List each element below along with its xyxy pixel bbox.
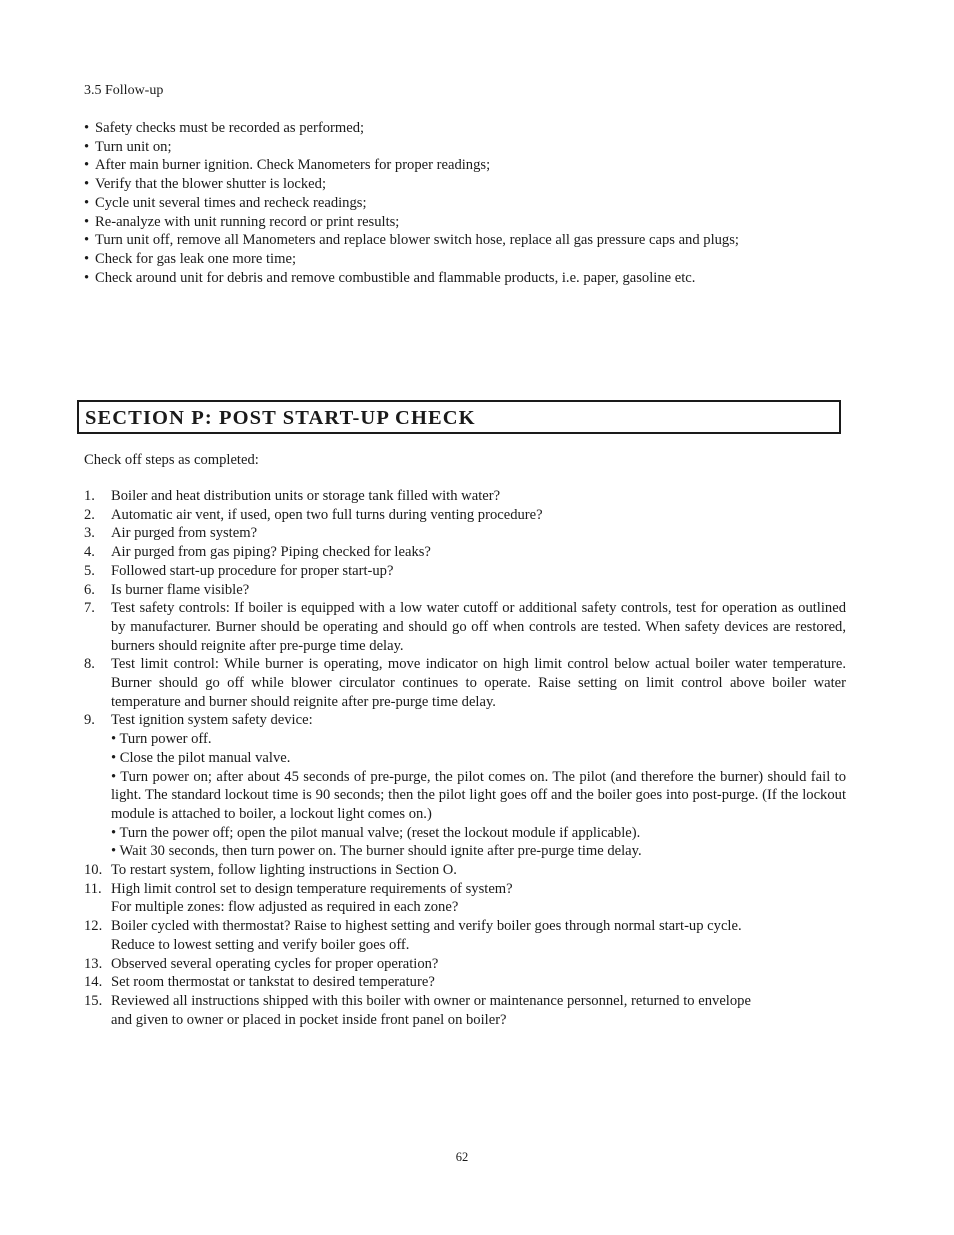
bullet-glyph: • [84,213,90,230]
checklist-step [84,917,846,954]
followup-bullet-text: After main burner ignition. Check Manometers for proper readings; [95,157,491,174]
followup-bullet-item [84,231,844,250]
step-text-line: Set room thermostat or tankstat to desired temperature? [111,974,435,991]
step-body [111,955,846,974]
step-body [111,524,846,543]
step-body [111,599,846,655]
followup-bullet-item [84,250,844,269]
step-text-line: • Wait 30 seconds, then turn power on. The burner should ignite after pre-purge time delay. [111,843,642,860]
followup-bullet-text: Turn unit on; [95,138,172,155]
step-body [111,992,846,1029]
bullet-glyph: • [84,232,90,249]
step-body [111,543,846,562]
step-text-line: High limit control set to design temperature requirements of system? [111,880,513,897]
checklist-step [84,973,846,992]
step-body [111,861,846,880]
bullet-glyph: • [84,250,90,267]
followup-bullet-text: Verify that the blower shutter is locked; [95,176,327,193]
bullet-glyph: • [84,176,90,193]
step-number: 8. [84,656,95,673]
checklist-step [84,506,846,525]
step-text-line: Followed start-up procedure for proper start-up? [111,562,394,579]
checklist-step [84,487,846,506]
step-text-line: Observed several operating cycles for proper operation? [111,955,439,972]
step-text-line: Boiler cycled with thermostat? Raise to highest setting and verify boiler goes through normal start-up cycle. [111,918,742,935]
step-text-line: • Turn the power off; open the pilot manual valve; (reset the lockout module if applicable). [111,824,641,841]
step-body [111,917,846,954]
step-number: 4. [84,544,95,561]
section-title-box [77,400,841,434]
bullet-glyph: • [84,157,90,174]
step-text-line: Test safety controls: If boiler is equipped with a low water cutoff or additional safety controls, test for operation as outlined by manufacturer. Burner should be operating and should go off when controls are tested. When safety devices are restored, burners should reignite after pre-purge time delay. [111,600,846,654]
step-text-line: • Turn power off. [111,731,212,748]
step-number: 15. [84,992,103,1009]
step-body [111,973,846,992]
step-body [111,506,846,525]
step-number: 10. [84,862,103,879]
step-text-line: Reviewed all instructions shipped with this boiler with owner or maintenance personnel, returned to envelope [111,992,751,1009]
checklist-step [84,581,846,600]
step-text-line: • Close the pilot manual valve. [111,749,291,766]
followup-bullet-item [84,119,844,138]
followup-heading: 3.5 Follow-up [84,83,164,98]
step-body [111,487,846,506]
checklist-step [84,524,846,543]
step-text-line: Air purged from gas piping? Piping checked for leaks? [111,544,431,561]
bullet-glyph: • [84,138,90,155]
step-text-line: Test ignition system safety device: [111,712,313,729]
followup-bullet-text: Cycle unit several times and recheck readings; [95,194,367,211]
step-number: 3. [84,525,95,542]
step-text-line: Reduce to lowest setting and verify boiler goes off. [111,936,410,953]
step-number: 7. [84,600,95,617]
checklist-step [84,861,846,880]
bullet-glyph: • [84,269,90,286]
checklist-step [84,655,846,711]
bullet-glyph: • [84,120,90,136]
step-text-line: For multiple zones: flow adjusted as required in each zone? [111,899,459,916]
step-number: 11. [84,880,102,897]
followup-bullet-item [84,213,844,232]
followup-bullet-text: Check for gas leak one more time; [95,250,296,267]
section-title: SECTION P: POST START-UP CHECK [85,407,476,429]
followup-bullet-item [84,175,844,194]
followup-bullet-item [84,194,844,213]
checklist-step [84,992,846,1029]
checklist-step [84,711,846,861]
checklist-steps [84,487,846,1029]
checklist-step [84,599,846,655]
step-number: 9. [84,712,95,729]
checklist-step [84,880,846,917]
followup-bullet-item [84,138,844,157]
section-intro: Check off steps as completed: [84,452,259,468]
step-text-line: To restart system, follow lighting instructions in Section O. [111,862,457,879]
followup-bullet-item [84,156,844,175]
followup-bullet-text: Turn unit off, remove all Manometers and replace blower switch hose, replace all gas pressure caps and plugs; [95,232,739,249]
step-body [111,581,846,600]
followup-bullet-text: Check around unit for debris and remove combustible and flammable products, i.e. paper, gasoline etc. [95,269,696,286]
step-text-line: Is burner flame visible? [111,581,250,598]
step-text-line: and given to owner or placed in pocket inside front panel on boiler? [111,1011,507,1028]
followup-bullet-text: Safety checks must be recorded as performed; [95,120,365,136]
step-text-line: Air purged from system? [111,525,258,542]
step-body [111,562,846,581]
checklist-step [84,562,846,581]
checklist-step [84,543,846,562]
step-number: 6. [84,581,95,598]
step-text-line: • Turn power on; after about 45 seconds of pre-purge, the pilot comes on. The pilot (and therefore the burner) should fail to light. The standard lockout time is 90 seconds; then the pilot light goes off and the boiler goes into post-purge. (If the lockout module is attached to boiler, a lockout light comes on.) [111,768,846,822]
step-number: 13. [84,955,103,972]
step-number: 1. [84,488,95,504]
step-body [111,711,846,861]
step-text-line: Automatic air vent, if used, open two full turns during venting procedure? [111,506,543,523]
step-text-line: Boiler and heat distribution units or storage tank filled with water? [111,488,501,504]
step-body [111,655,846,711]
followup-bullet-list [84,119,844,287]
step-number: 5. [84,562,95,579]
step-text-line: Test limit control: While burner is operating, move indicator on high limit control below actual boiler water temperature. Burner should go off while blower circulator continues to operate. Raise setting on limit control above boiler water temperature and burner should reignite after pre-purge time delay. [111,656,846,710]
followup-bullet-text: Re-analyze with unit running record or print results; [95,213,400,230]
bullet-glyph: • [84,194,90,211]
page-number: 62 [455,1150,469,1164]
step-body [111,880,846,917]
step-number: 12. [84,918,103,935]
step-number: 14. [84,974,103,991]
followup-bullet-item [84,269,844,288]
step-number: 2. [84,506,95,523]
checklist-step [84,955,846,974]
